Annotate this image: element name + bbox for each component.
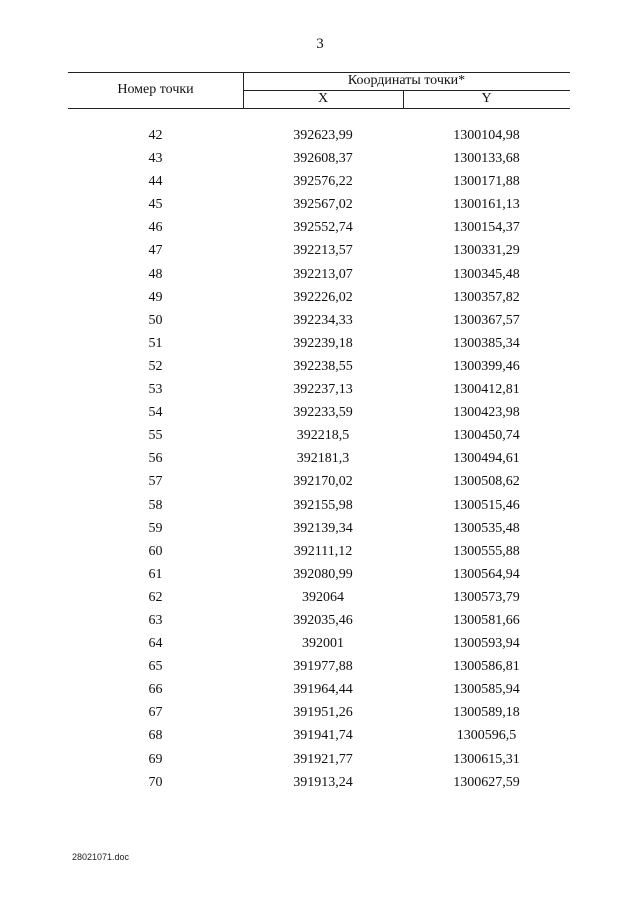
point-number-cell: 48 (148, 266, 163, 282)
point-number-cell: 53 (148, 382, 163, 398)
x-coordinate-cell: 392237,13 (293, 382, 353, 398)
x-coordinate-cell: 392576,22 (293, 174, 353, 190)
x-coordinate-cell: 391913,24 (293, 774, 353, 790)
point-number-cell: 67 (148, 705, 163, 721)
table-row (68, 193, 570, 216)
y-coordinate-cell: 1300589,18 (453, 705, 520, 721)
point-number-cell: 47 (148, 243, 163, 259)
y-coordinate-cell: 1300555,88 (453, 543, 520, 559)
table-row (68, 216, 570, 239)
table-row (68, 748, 570, 771)
y-coordinate-cell: 1300535,48 (453, 520, 520, 536)
point-number-cell: 60 (148, 543, 163, 559)
point-number-cell: 54 (148, 405, 163, 421)
y-coordinate-cell: 1300450,74 (453, 428, 520, 444)
y-coordinate-cell: 1300585,94 (453, 682, 520, 698)
point-number-cell: 46 (148, 220, 163, 236)
table-row (68, 332, 570, 355)
table-row (68, 563, 570, 586)
point-number-cell: 61 (148, 566, 163, 582)
y-coordinate-cell: 1300596,5 (456, 728, 517, 744)
table-row (68, 401, 570, 424)
y-coordinate-cell: 1300564,94 (453, 566, 520, 582)
point-number-cell: 50 (148, 312, 163, 328)
x-coordinate-cell: 392238,55 (293, 358, 353, 374)
y-coordinate-cell: 1300627,59 (453, 774, 520, 790)
footer-filename: 28021071.doc (72, 852, 130, 862)
y-coordinate-cell: 1300515,46 (453, 497, 520, 513)
table-row (68, 678, 570, 701)
x-coordinate-cell: 392567,02 (293, 197, 353, 213)
point-number-cell: 51 (148, 335, 163, 351)
y-coordinate-cell: 1300367,57 (453, 312, 520, 328)
x-coordinate-cell: 392623,99 (293, 128, 353, 143)
x-coordinate-cell: 391977,88 (293, 659, 353, 675)
point-number-cell: 58 (148, 497, 163, 513)
y-coordinate-cell: 1300423,98 (453, 405, 520, 421)
x-coordinate-cell: 391951,26 (293, 705, 353, 721)
header-rule-bottom (68, 108, 570, 109)
table-row (68, 147, 570, 170)
table-row (68, 424, 570, 447)
table-row (68, 586, 570, 609)
x-coordinate-cell: 392181,3 (296, 451, 350, 467)
point-number-cell: 69 (148, 751, 163, 767)
table-row (68, 724, 570, 747)
y-coordinate-cell: 1300133,68 (453, 151, 520, 167)
x-coordinate-cell: 392239,18 (293, 335, 353, 351)
table-row (68, 239, 570, 262)
x-coordinate-cell: 391941,74 (293, 728, 353, 744)
table-row (68, 124, 570, 147)
y-coordinate-cell: 1300331,29 (453, 243, 520, 259)
y-coordinate-cell: 1300593,94 (453, 636, 520, 652)
table-row (68, 170, 570, 193)
point-number-cell: 64 (148, 636, 163, 652)
y-coordinate-cell: 1300161,13 (453, 197, 520, 213)
y-coordinate-cell: 1300154,37 (453, 220, 520, 236)
table-row (68, 378, 570, 401)
x-coordinate-cell: 392213,57 (293, 243, 353, 259)
point-number-cell: 70 (148, 774, 163, 790)
point-number-cell: 45 (148, 197, 163, 213)
table-row (68, 309, 570, 332)
table-row (68, 771, 570, 794)
header-point-number: Номер точки (117, 82, 194, 97)
table-row (68, 609, 570, 632)
y-coordinate-cell: 1300104,98 (453, 128, 520, 143)
header-x: X (317, 91, 329, 106)
x-coordinate-cell: 392213,07 (293, 266, 353, 282)
table-row (68, 701, 570, 724)
table-row (68, 540, 570, 563)
y-coordinate-cell: 1300357,82 (453, 289, 520, 305)
x-coordinate-cell: 392170,02 (293, 474, 353, 490)
y-coordinate-cell: 1300494,61 (453, 451, 520, 467)
point-number-cell: 52 (148, 358, 163, 374)
point-number-cell: 59 (148, 520, 163, 536)
point-number-cell: 56 (148, 451, 163, 467)
x-coordinate-cell: 392139,34 (293, 520, 353, 536)
point-number-cell: 66 (148, 682, 163, 698)
table-row (68, 470, 570, 493)
y-coordinate-cell: 1300399,46 (453, 358, 520, 374)
point-number-cell: 44 (148, 174, 163, 190)
table-row (68, 447, 570, 470)
x-coordinate-cell: 392234,33 (293, 312, 353, 328)
x-coordinate-cell: 392155,98 (293, 497, 353, 513)
x-coordinate-cell: 392080,99 (293, 566, 353, 582)
point-number-cell: 49 (148, 289, 163, 305)
y-coordinate-cell: 1300171,88 (453, 174, 520, 190)
x-coordinate-cell: 392111,12 (293, 543, 353, 559)
table-row (68, 263, 570, 286)
point-number-cell: 42 (148, 128, 163, 143)
table-row (68, 632, 570, 655)
x-coordinate-cell: 392552,74 (293, 220, 353, 236)
x-coordinate-cell: 391964,44 (293, 682, 353, 698)
x-coordinate-cell: 392608,37 (293, 151, 353, 167)
point-number-cell: 62 (148, 589, 163, 605)
y-coordinate-cell: 1300573,79 (453, 589, 520, 605)
point-number-cell: 55 (148, 428, 163, 444)
table-row (68, 655, 570, 678)
point-number-cell: 43 (148, 151, 163, 167)
x-coordinate-cell: 392035,46 (293, 612, 353, 628)
x-coordinate-cell: 392233,59 (293, 405, 353, 421)
y-coordinate-cell: 1300586,81 (453, 659, 520, 675)
table-row (68, 355, 570, 378)
point-number-cell: 65 (148, 659, 163, 675)
table-body (68, 124, 570, 794)
table-row (68, 517, 570, 540)
x-coordinate-cell: 391921,77 (293, 751, 353, 767)
x-coordinate-cell: 392218,5 (296, 428, 350, 444)
table-row (68, 494, 570, 517)
x-coordinate-cell: 392226,02 (293, 289, 353, 305)
point-number-cell: 57 (148, 474, 163, 490)
y-coordinate-cell: 1300508,62 (453, 474, 520, 490)
x-coordinate-cell: 392001 (302, 636, 344, 652)
point-number-cell: 63 (148, 612, 163, 628)
y-coordinate-cell: 1300581,66 (453, 612, 520, 628)
x-coordinate-cell: 392064 (302, 589, 344, 605)
page-number: 3 (316, 36, 324, 52)
point-number-cell: 68 (148, 728, 163, 744)
y-coordinate-cell: 1300385,34 (453, 335, 520, 351)
header-y: Y (481, 91, 492, 106)
table-row (68, 286, 570, 309)
y-coordinate-cell: 1300615,31 (453, 751, 520, 767)
header-coordinates: Координаты точки* (347, 73, 466, 88)
y-coordinate-cell: 1300412,81 (453, 382, 520, 398)
table-header (68, 72, 570, 109)
y-coordinate-cell: 1300345,48 (453, 266, 520, 282)
